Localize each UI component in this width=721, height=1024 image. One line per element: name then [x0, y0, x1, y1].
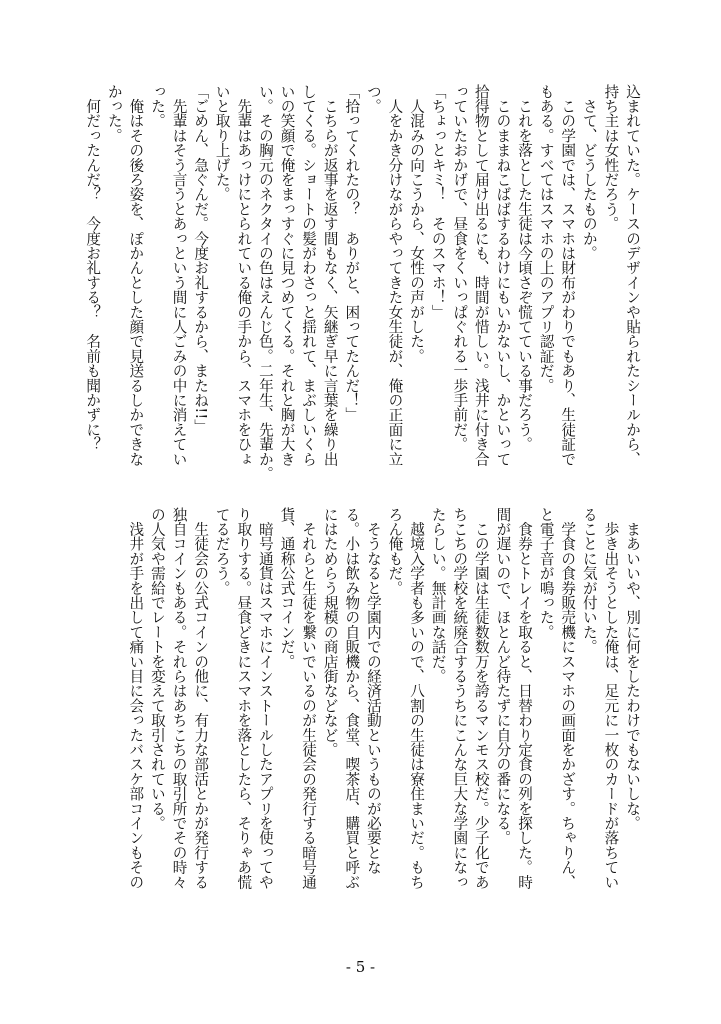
text-line: てるだろう。: [213, 507, 231, 596]
text-line: 「ごめん、急ぐんだ。今度お礼するから、またね!!」: [192, 84, 210, 435]
text-line: 人をかき分けながらやってきた女生徒が、俺の正面に立: [386, 84, 404, 467]
text-line: 「ちょっとキミ！ そのスマホ！」: [429, 84, 447, 320]
text-line: 何だったんだ？ 今度お礼する？ 名前も聞かずに？: [84, 84, 102, 452]
text-line: 歩き出そうとした俺は、足元に一枚のカードが落ちてい: [602, 507, 620, 890]
text-line: さて、どうしたものか。: [580, 84, 598, 261]
text-line: もある。すべてはスマホの上のアプリ認証だ。: [537, 84, 555, 393]
text-line: る。小は飲み物の自販機から、食堂、喫茶店、購買と呼ぶ: [343, 507, 361, 890]
text-line: 学食の食券販売機にスマホの画面をかざす。ちゃりん、: [559, 507, 577, 890]
text-line: い。その胸元のネクタイの色はえんじ色。二年生、先輩か。: [256, 84, 274, 481]
text-line: 持ち主は女性だろう。: [602, 84, 620, 231]
text-line: にはためらう規模の商店街などなど。: [321, 507, 339, 757]
text-line: この学園では、スマホは財布がわりでもあり、生徒証で: [559, 84, 577, 467]
text-line: いと取り上げた。: [213, 84, 231, 202]
text-line: 生徒会の公式コインの他に、有力な部活とかが発行する: [192, 507, 210, 890]
text-line: そうなると学園内での経済活動というものが必要とな: [364, 507, 382, 875]
text-line: 俺はその後ろ姿を、ぽかんとした顔で見送るしかできな: [127, 84, 145, 467]
text-line: 間が遅いので、ほとんど待たずに自分の番になる。: [494, 507, 512, 846]
text-line: った。: [148, 84, 166, 129]
text-line: っていたおかげで、昼食をくいっぱぐれる一歩手前だ。: [451, 84, 469, 452]
text-line: 人混みの向こうから、女性の声がした。: [408, 84, 426, 364]
text-block-bottom: [78, 507, 643, 899]
text-line: 浅井が手を出して痛い目に会ったバスケ部コインもその: [127, 507, 145, 890]
text-line: 越境入学者も多いので、八割の生徒は寮住まいだ。もち: [408, 507, 426, 890]
text-line: いの笑顔で俺をまっすぐに見つめてくる。それと胸が大き: [278, 84, 296, 467]
text-block-top: [78, 84, 643, 481]
text-line: ちこちの学校を統廃合するうちにこんな巨大な学園になっ: [451, 507, 469, 890]
text-line: してくる。ショートの髪がわさっと揺れて、まぶしいくら: [300, 84, 318, 467]
text-line: 食券とトレイを取ると、日替わり定食の列を探した。時: [516, 507, 534, 890]
text-line: 「拾ってくれたの？ ありがと、困ってたんだ！」: [343, 84, 361, 423]
text-line: 貨、通称公式コインだ。: [278, 507, 296, 669]
text-line: ろん俺もだ。: [386, 507, 404, 596]
text-line: 独自コインもある。それらはあちこちの取引所でその時々: [170, 507, 188, 890]
text-line: かった。: [105, 84, 123, 143]
text-line: 先輩はあっけにとられている俺の手から、スマホをひょ: [235, 84, 253, 467]
page-number: - 5 -: [345, 958, 376, 976]
text-line: の人気や需給でレートを変えて取引されている。: [148, 507, 166, 831]
text-line: このままねこばばするわけにもいかないし、かといって: [494, 84, 512, 467]
text-line: こちらが返事を返す間もなく、矢継ぎ早に言葉を繰り出: [321, 84, 339, 467]
text-line: 込まれていた。ケースのデザインや貼られたシールから、: [624, 84, 641, 467]
text-line: たらしい。無計画な話だ。: [429, 507, 447, 684]
text-line: この学園は生徒数数万を誇るマンモス校だ。少子化であ: [472, 507, 490, 890]
text-line: 暗号通貨はスマホにインストールしたアプリを使ってや: [256, 507, 274, 890]
text-line: り取りする。昼食どきにスマホを落としたら、そりゃあ慌: [235, 507, 253, 890]
text-line: と電子音が鳴った。: [537, 507, 555, 640]
text-line: まあいいや、別に何をしたわけでもないしな。: [624, 507, 641, 831]
text-line: つ。: [364, 84, 382, 114]
text-line: これを落とした生徒は今頃さぞ慌てている事だろう。: [516, 84, 534, 452]
text-line: ることに気が付いた。: [580, 507, 598, 654]
text-line: 先輩はそう言うとあっという間に人ごみの中に消えてい: [170, 84, 188, 467]
text-line: 拾得物として届け出るにも、時間が惜しい。浅井に付き合: [472, 84, 490, 467]
text-line: それらと生徒を繋いでいるのが生徒会の発行する暗号通: [300, 507, 318, 890]
